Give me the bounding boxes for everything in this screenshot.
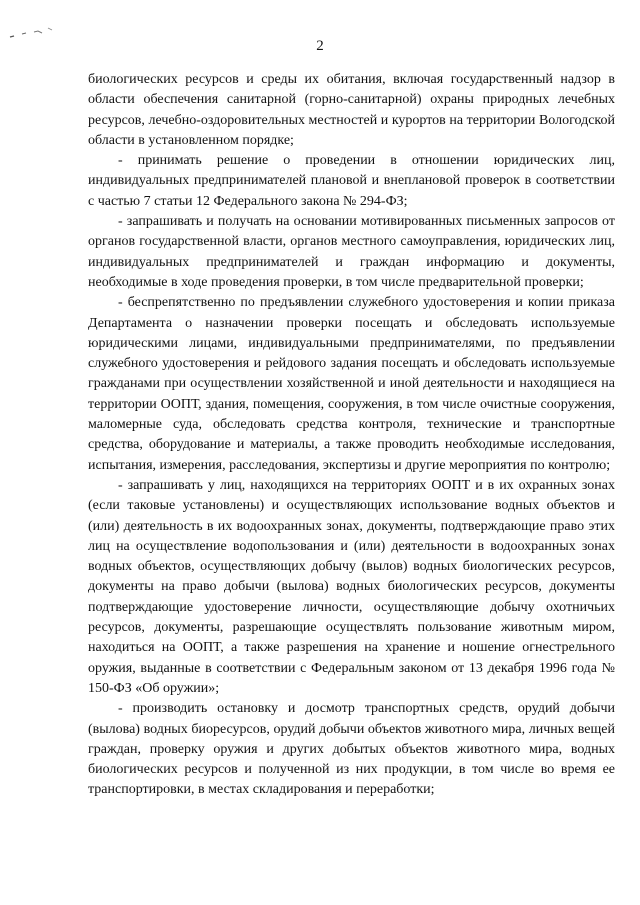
list-item-inspect-premises: - беспрепятственно по предъявлении служебного удостоверения и копии приказа Департамента о назначении проверки посещать и обследовать используемые юридическими лицами, индивидуальными предпринимателями, по предъявлении служебного удостоверения и рейдового задания посещать и обследовать используемые гражданами при осуществлении хозяйственной и иной деятельности и находящиеся на территории ООПТ, здания, помещения, сооружения, в том числе очистные сооружения, маломерные суда, обследовать средства контроля, технические и транспортные средства, оборудование и материалы, а также проводить необходимые исследования, испытания, измерения, расследования, экспертизы и другие мероприятия по контролю; — [88, 295, 615, 473]
document-body — [88, 70, 615, 801]
list-item-stop-and-search: - производить остановку и досмотр транспортных средств, орудий добычи (вылова) водных биоресурсов, орудий добычи объектов животного мира, личных вещей граждан, проверку оружия и других добытых объектов животного мира, водных биологических ресурсов и полученной из них продукции, в том числе во время ее транспортировки, в местах складирования и переработки; — [88, 701, 615, 798]
list-item-request-documents: - запрашивать у лиц, находящихся на территориях ООПТ и в их охранных зонах (если таковые установлены) и осуществляющих использование водных объектов и (или) деятельность в их водоохранных зонах, документы, подтверждающие право этих лиц на осуществление водопользования и (или) деятельности в водоохранных зонах водных объектов, осуществляющих добычу (вылов) водных биологических ресурсов, документы на право добычи (вылова) водных биологических ресурсов, документы подтверждающие удостоверение личности, осуществляющие добычу охотничьих ресурсов, документы, разрешающие осуществлять пользование животным миром, находиться на ООПТ, а также разрешения на хранение и ношение огнестрельного оружия, выданные в соответствии с Федеральным законом от 13 декабря 1996 года № 150-ФЗ «Об оружии»; — [88, 477, 615, 696]
paragraph-continuation: биологических ресурсов и среды их обитания, включая государственный надзор в области обеспечения санитарной (горно-санитарной) охраны природных лечебных ресурсов, лечебно-оздоровительных местностей и курортов на территории Вологодской области в установленном порядке; — [88, 72, 615, 148]
list-item-decision-inspections: - принимать решение о проведении в отношении юридических лиц, индивидуальных предпринимателей плановой и внеплановой проверок в соответствии с частью 7 статьи 12 Федерального закона № 294-ФЗ; — [88, 153, 615, 209]
list-item-request-information: - запрашивать и получать на основании мотивированных письменных запросов от органов государственной власти, органов местного самоуправления, юридических лиц, индивидуальных предпринимателей и граждан информацию и документы, необходимые в ходе проведения проверки, в том числе предварительной проверки; — [88, 214, 615, 290]
page-number: 2 — [316, 38, 324, 54]
